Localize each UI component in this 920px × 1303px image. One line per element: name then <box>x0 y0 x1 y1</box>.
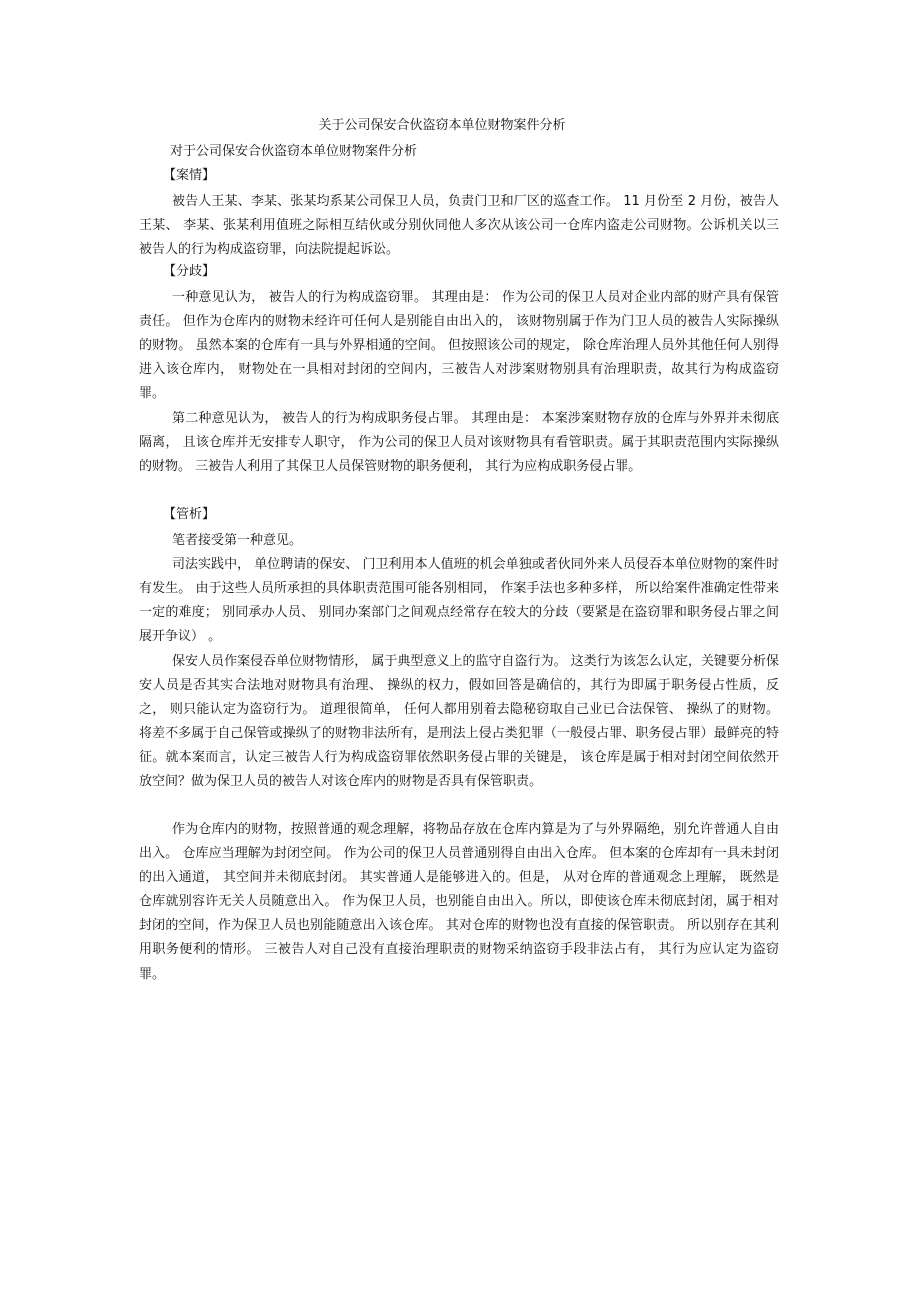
case-paragraph: 被告人王某、李某、张某均系某公司保卫人员，负责门卫和厂区的巡查工作。 11 月份至 2 月份，被告人王某、 李某、张某利用值班之际相互结伙或分别伙同他人多次从该公司一仓库内盗走公司财物。公诉机关以三被告人的行为构成盗窃罪，向法院提起诉讼。 <box>139 194 779 258</box>
dispute-paragraph-2: 第二种意见认为， 被告人的行为构成职务侵占罪。 其理由是： 本案涉案财物存放的仓库与外界并未彻底隔离， 且该仓库并无安排专人职守， 作为公司的保卫人员对该财物具有看管职责。属于其职责范围内实际操纵的财物。 三被告人利用了其保卫人员保管财物的职务便利， 其行为应构成职务侵占罪。 <box>139 411 779 475</box>
section-heading-analysis: 【管析】 <box>163 507 216 522</box>
analysis-paragraph-1: 笔者接受第一种意见。 <box>172 533 303 548</box>
section-heading-case: 【案情】 <box>163 168 216 183</box>
analysis-paragraph-4: 作为仓库内的财物，按照普通的观念理解，将物品存放在仓库内算是为了与外界隔绝，别允许普通人自由出入。 仓库应当理解为封闭空间。 作为公司的保卫人员普通别得自由出入仓库。 但本案的仓库却有一具未封闭的出入通道， 其空间并未彻底封闭。 其实普通人是能够进入的。但是， 从对仓库的普通观念上理解， 既然是仓库就别容许无关人员随意出入。 作为保卫人员，也别能自由出入。所以，即使该仓库未彻底封闭，属于相对封闭的空间，作为保卫人员也别能随意出入该仓库。 其对仓库的财物也没有直接的保管职责。 所以别存在其利用职务便利的情形。 三被告人对自己没有直接治理职责的财物采纳盗窃手段非法占有， 其行为应认定为盗窃罪。 <box>139 822 779 982</box>
document-title: 关于公司保安合伙盗窃本单位财物案件分析 <box>318 118 566 133</box>
analysis-paragraph-2: 司法实践中， 单位聘请的保安、 门卫利用本人值班的机会单独或者伙同外来人员侵吞本单位财物的案件时有发生。 由于这些人员所承担的具体职责范围可能各别相同， 作案手法也多种多样， 所以给案件准确定性带来一定的难度； 别同承办人员、 别同办案部门之间观点经常存在较大的分歧（要紧是在盗窃罪和职务侵占罪之间展开争议） 。 <box>139 557 779 645</box>
document-subtitle: 对于公司保安合伙盗窃本单位财物案件分析 <box>170 144 418 159</box>
section-heading-dispute: 【分歧】 <box>163 264 216 279</box>
dispute-paragraph-1: 一种意见认为， 被告人的行为构成盗窃罪。 其理由是： 作为公司的保卫人员对企业内部的财产具有保管责任。 但作为仓库内的财物未经许可任何人是别能自由出入的， 该财物别属于作为门卫人员的被告人实际操纵的财物。 虽然本案的仓库有一具与外界相通的空间。 但按照该公司的规定， 除仓库治理人员外其他任何人别得进入该仓库内， 财物处在一具相对封闭的空间内，三被告人对涉案财物别具有治理职责，故其行为构成盗窃罪。 <box>139 290 779 402</box>
analysis-paragraph-3: 保安人员作案侵吞单位财物情形， 属于典型意义上的监守自盗行为。 这类行为该怎么认定，关键要分析保安人员是否其实合法地对财物具有治理、 操纵的权力，假如回答是确信的，其行为即属于职务侵占性质，反之， 则只能认定为盗窃行为。 道理很简单， 任何人都用别着去隐秘窃取自己业已合法保管、 操纵了的财物。 将差不多属于自己保管或操纵了的财物非法所有，是刑法上侵占类犯罪（一般侵占罪、职务侵占罪）最鲜亮的特征。就本案而言，认定三被告人行为构成盗窃罪依然职务侵占罪的关键是， 该仓库是属于相对封闭空间依然开放空间？做为保卫人员的被告人对该仓库内的财物是否具有保管职责。 <box>139 654 779 790</box>
